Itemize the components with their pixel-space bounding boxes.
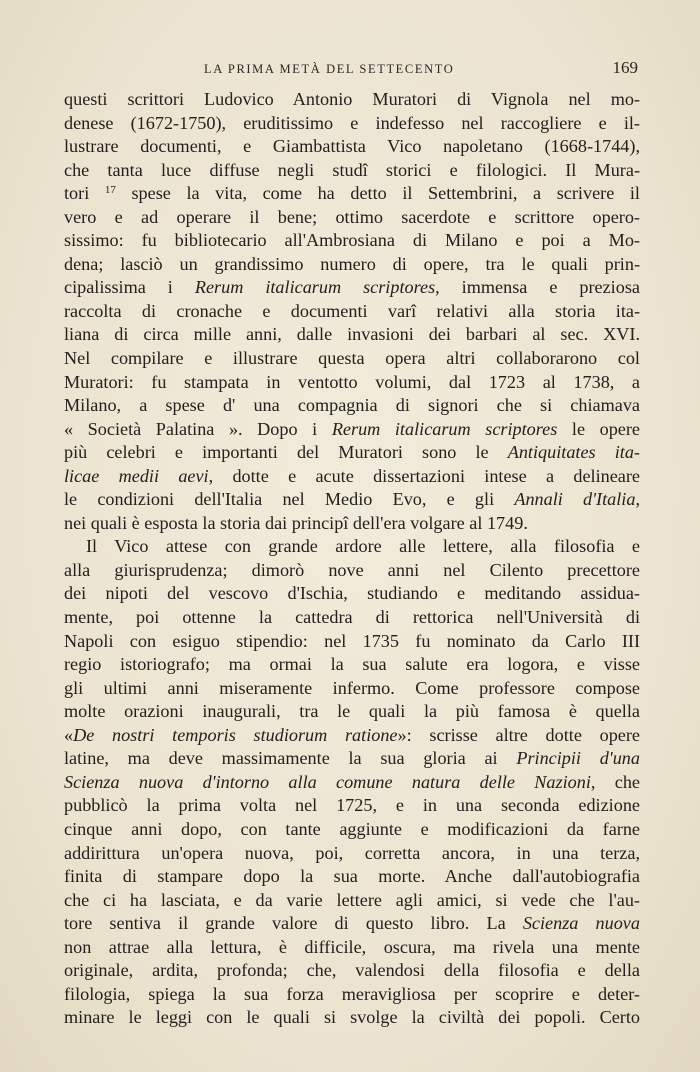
text-segment: addirittura un'opera nuova, poi, corretta ancora, in una terza, (64, 842, 640, 863)
text-line (64, 88, 640, 112)
text-line (64, 677, 640, 701)
text-line (64, 724, 640, 748)
text-segment: molte orazioni inaugurali, tra le quali la più famosa è quella (64, 701, 640, 722)
text-line (64, 559, 640, 583)
text-segment: sissimo: fu bibliotecario all'Ambrosiana di Milano e poi a Mo- (64, 230, 640, 251)
text-line (64, 582, 640, 606)
running-title: LA PRIMA METÀ DEL SETTECENTO (204, 62, 455, 76)
italic-title: Scienza nuova (522, 913, 640, 934)
text-line (64, 959, 640, 983)
text-line (64, 512, 640, 536)
text-segment: regio istoriografo; ma ormai la sua salute era logora, e visse (64, 654, 640, 675)
page-header (64, 58, 640, 82)
text-line (64, 606, 640, 630)
text-segment: « Società Palatina ». Dopo i (64, 418, 332, 439)
text-segment: gli ultimi anni miseramente infermo. Come professore compose (64, 677, 640, 698)
text-line (64, 653, 640, 677)
text-line (64, 182, 640, 206)
italic-title: licae medii aevi (64, 465, 209, 486)
text-segment: lustrare documenti, e Giambattista Vico napoletano (1668-1744), (64, 136, 640, 157)
text-line (64, 889, 640, 913)
text-segment: »: scrisse altre dotte opere (397, 724, 641, 745)
text-segment: Napoli con esiguo stipendio: nel 1735 fu nominato da Carlo III (64, 630, 640, 651)
text-segment: non attrae alla lettura, è difficile, oscura, ma rivela una mente (64, 936, 640, 957)
text-line (64, 912, 640, 936)
text-line (64, 488, 640, 512)
text-segment: Milano, a spese d' una compagnia di signori che si chiamava (64, 395, 640, 416)
text-segment: cinque anni dopo, con tante aggiunte e modificazioni da farne (64, 818, 640, 839)
text-line (64, 371, 640, 395)
text-segment: mente, poi ottenne la cattedra di rettorica nell'Università di (64, 607, 640, 628)
text-line (64, 747, 640, 771)
text-line (64, 771, 640, 795)
text-segment: latine, ma deve massimamente la sua gloria ai (64, 748, 517, 769)
text-segment: spese la vita, come ha detto il Settembrini, a scrivere il (115, 183, 640, 204)
italic-title: Antiquitates ita- (507, 442, 640, 463)
text-line (64, 700, 640, 724)
text-segment: questi scrittori Ludovico Antonio Muratori di Vignola nel mo- (64, 89, 640, 109)
text-line (64, 300, 640, 324)
footnote-ref: 17 (104, 184, 116, 197)
text-line (64, 276, 640, 300)
text-segment: Muratori: fu stampata in ventotto volumi, dal 1723 al 1738, a (64, 371, 640, 392)
text-line (64, 159, 640, 183)
text-line (64, 135, 640, 159)
text-segment: Nel compilare e illustrare questa opera altri collaborarono col (64, 348, 640, 369)
text-segment: , immensa e preziosa (435, 277, 640, 298)
text-segment: dena; lasciò un grandissimo numero di opere, tra le quali prin- (64, 253, 640, 274)
text-line (64, 253, 640, 277)
text-segment: , dotte e acute dissertazioni intese a delineare (208, 465, 640, 486)
text-line (64, 630, 640, 654)
text-line (64, 441, 640, 465)
text-segment: minare le leggi con le quali si svolge la civiltà dei popoli. Certo (64, 1007, 640, 1028)
text-line (64, 936, 640, 960)
text-segment: cipalissima i (64, 277, 195, 298)
text-line (64, 983, 640, 1007)
text-line (64, 206, 640, 230)
text-segment: , che (590, 771, 640, 792)
text-line (64, 794, 640, 818)
text-segment: , (635, 489, 640, 510)
text-line (64, 842, 640, 866)
text-segment: raccolta di cronache e documenti varî relativi alla storia ita- (64, 300, 640, 321)
italic-title: Annali d'Italia (514, 489, 636, 510)
text-segment: le condizioni dell'Italia nel Medio Evo, e gli (64, 489, 515, 510)
text-segment: vero e ad operare il bene; ottimo sacerdote e scrittore opero- (64, 206, 640, 227)
text-segment: tori (64, 183, 105, 204)
text-line (64, 394, 640, 418)
body-text (64, 88, 640, 1030)
text-line (64, 112, 640, 136)
text-segment: dei nipoti del vescovo d'Ischia, studiando e meditando assidua- (64, 583, 640, 604)
text-segment: originale, ardita, profonda; che, valendosi della filosofia e della (64, 960, 640, 981)
text-line (64, 418, 640, 442)
text-line (64, 1006, 640, 1030)
text-segment: tore sentiva il grande valore di questo libro. La (64, 913, 523, 934)
page-number: 169 (612, 58, 638, 77)
text-segment: le opere (557, 418, 641, 439)
text-segment: liana di circa mille anni, dalle invasioni dei barbari al sec. XVI. (64, 324, 640, 345)
text-segment: nei quali è esposta la storia dai principî dell'era volgare al 1749. (64, 512, 528, 533)
italic-title: Scienza nuova d'intorno alla comune natura delle Nazioni (64, 771, 591, 792)
text-segment: pubblicò la prima volta nel 1725, e in una seconda edizione (64, 795, 640, 816)
text-line (64, 347, 640, 371)
text-segment: denese (1672-1750), eruditissimo e indefesso nel raccogliere e il- (64, 112, 640, 133)
italic-title: Principii d'una (516, 748, 640, 769)
text-line (64, 465, 640, 489)
text-segment: che ci ha lasciata, e da varie lettere agli amici, si vede che l'au- (64, 889, 640, 910)
text-segment: finita di stampare dopo la sua morte. Anche dall'autobiografia (64, 866, 640, 887)
italic-title: De nostri temporis studiorum ratione (73, 724, 398, 745)
text-line (64, 323, 640, 347)
text-segment: alla giurisprudenza; dimorò nove anni nel Cilento precettore (64, 559, 640, 580)
text-segment: che tanta luce diffuse negli studî storici e filologici. Il Mura- (64, 159, 640, 180)
text-segment: filologia, spiega la sua forza meravigliosa per scoprire e deter- (64, 983, 640, 1004)
italic-title: Rerum italicarum scriptores (194, 277, 436, 298)
text-line (64, 229, 640, 253)
text-line (64, 865, 640, 889)
text-segment: più celebri e importanti del Muratori sono le (64, 442, 508, 463)
text-line (64, 818, 640, 842)
text-segment: Il Vico attese con grande ardore alle lettere, alla filosofia e (86, 536, 640, 557)
text-segment: « (64, 724, 74, 745)
text-line (64, 535, 640, 559)
italic-title: Rerum italicarum scriptores (331, 418, 558, 439)
